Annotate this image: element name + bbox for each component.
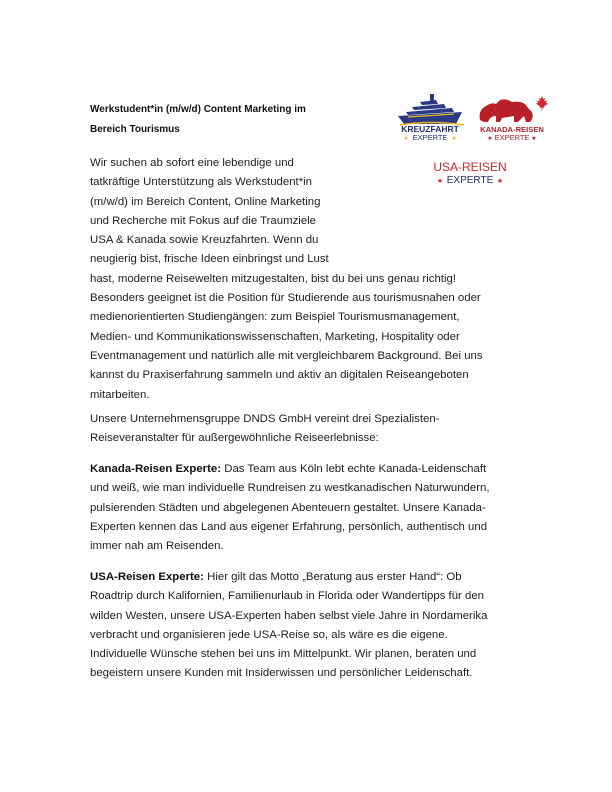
kanada-first-line: Das Team aus Köln lebt echte Kanada-Leidenschaft xyxy=(221,463,487,475)
svg-text:★: ★ xyxy=(487,136,493,140)
text-line: medienorientierten Studiengängen: zum Beispiel Tourismusmanagement, xyxy=(90,311,460,324)
kreuzfahrt-experte-logo xyxy=(392,90,468,140)
job-title-line: Werkstudent*in (m/w/d) Content Marketing im xyxy=(90,104,306,115)
text-line: verbracht und organisieren jede USA-Reise so, als wäre es die eigene. xyxy=(90,628,448,641)
svg-text:★: ★ xyxy=(496,178,504,185)
text-line: begeistern unsere Kunden mit Insiderwissen und persönlicher Leidenschaft. xyxy=(90,667,473,680)
svg-text:★: ★ xyxy=(451,136,457,140)
text-line: tatkräftige Unterstützung als Werkstudent*in xyxy=(90,176,313,189)
text-line: kannst du Praxiserfahrung sammeln und aktiv an digitalen Reiseangeboten xyxy=(90,369,469,382)
intro-paragraph xyxy=(90,154,530,405)
text-line: und Recherche mit Fokus auf die Traumziele xyxy=(90,214,317,227)
kanada-reisen-experte-logo xyxy=(472,90,552,140)
text-line: Experten kennen das Land aus eigener Erfahrung, persönlich, authentisch und xyxy=(90,520,488,533)
usa-word1: USA-REISEN xyxy=(433,160,507,174)
kanada-word2: EXPERTE xyxy=(494,133,530,140)
usa-reisen-experte-logo xyxy=(430,158,510,188)
kreuzfahrt-word1: KREUZFAHRT xyxy=(401,124,459,134)
usa-paragraph xyxy=(90,568,530,684)
svg-text:★: ★ xyxy=(531,136,537,140)
kanada-label: Kanada-Reisen Experte: xyxy=(90,463,222,475)
group-paragraph xyxy=(90,410,530,449)
text-line: Wir suchen ab sofort eine lebendige und xyxy=(90,157,294,169)
text-line: wilden Westen, unsere USA-Experten haben selbst viele Jahre in Nordamerika xyxy=(90,609,488,622)
maple-leaf-icon xyxy=(536,96,548,110)
job-title xyxy=(90,100,370,140)
svg-text:★: ★ xyxy=(436,178,444,185)
text-line: mitarbeiten. xyxy=(90,388,150,401)
text-line: Roadtrip durch Kalifornien, Familienurlaub in Florida oder Wandertipps für den xyxy=(90,590,485,603)
text-line: Unsere Unternehmensgruppe DNDS GmbH vereint drei Spezialisten- xyxy=(90,413,440,425)
text-line xyxy=(90,568,530,587)
usa-word2: EXPERTE xyxy=(446,175,494,186)
text-line: Individuelle Wünsche stehen bei uns im Mittelpunkt. Wir planen, beraten und xyxy=(90,648,477,661)
usa-label: USA-Reisen Experte: xyxy=(90,571,204,583)
text-line: Reiseveranstalter für außergewöhnliche Reiseerlebnisse: xyxy=(90,432,379,445)
ship-icon xyxy=(398,94,464,125)
text-line: USA & Kanada sowie Kreuzfahrten. Wenn du xyxy=(90,234,319,247)
svg-text:★: ★ xyxy=(403,136,409,140)
text-line xyxy=(90,460,530,479)
text-line: immer nah am Reisenden. xyxy=(90,540,224,553)
text-line: neugierig bist, frische Ideen einbringst und Lust xyxy=(90,253,329,266)
text-line: hast, moderne Reisewelten mitzugestalten, bist du bei uns genau richtig! xyxy=(90,272,456,285)
kreuzfahrt-word2: EXPERTE xyxy=(412,133,448,140)
usa-first-line: Hier gilt das Motto „Beratung aus erster Hand“: Ob xyxy=(203,571,462,583)
kanada-paragraph xyxy=(90,460,530,556)
text-line: pulsierenden Städten und abgelegenen Abenteuern gestaltet. Unsere Kanada- xyxy=(90,501,486,514)
bear-icon xyxy=(480,99,533,122)
text-line: Medien- und Kommunikationswissenschaften, Marketing, Hospitality oder xyxy=(90,330,460,343)
kanada-word1: KANADA-REISEN xyxy=(480,125,544,134)
text-line: (m/w/d) im Bereich Content, Online Marketing xyxy=(90,195,321,208)
text-line: Eventmanagement und natürlich alle mit vergleichbarem Background. Bei uns xyxy=(90,349,483,362)
job-title-line: Bereich Tourismus xyxy=(90,124,180,135)
text-line: Besonders geeignet ist die Position für Studierende aus tourismusnahen oder xyxy=(90,292,481,305)
text-line: und weiß, wie man individuelle Rundreisen zu westkanadischen Naturwundern, xyxy=(90,482,490,495)
